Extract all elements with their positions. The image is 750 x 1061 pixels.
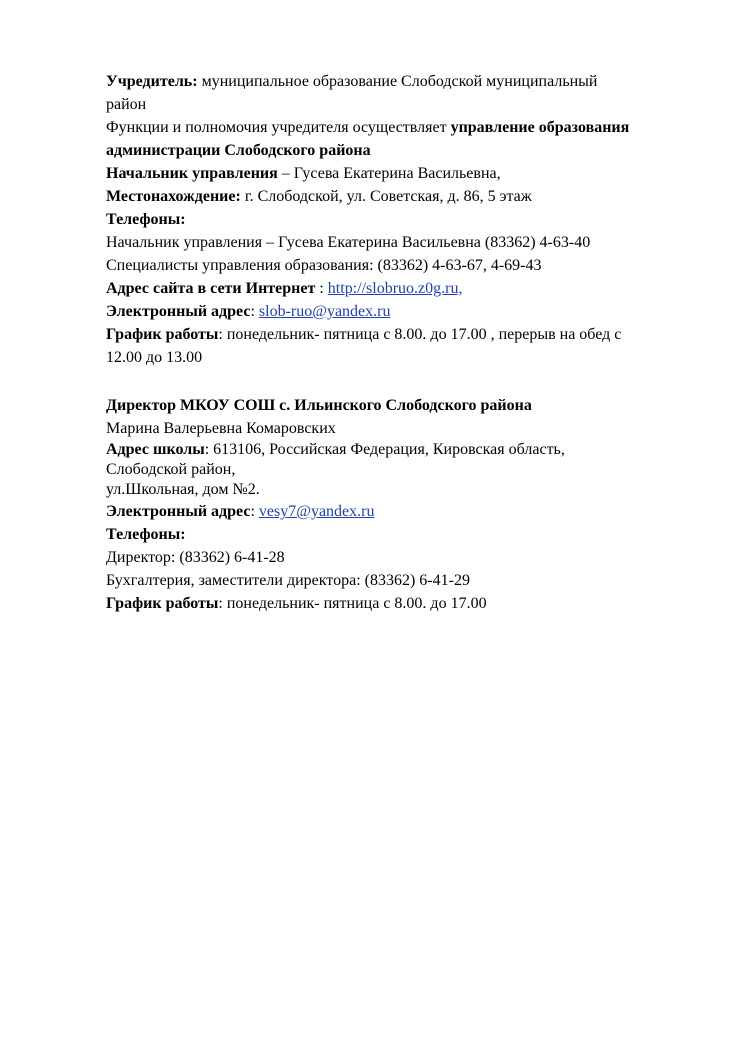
founder-label: Учредитель: — [106, 73, 198, 90]
school-phones-label: Телефоны: — [106, 526, 186, 543]
functions-text: Функции и полномочия учредителя осуществляет — [106, 119, 451, 136]
head-line — [106, 162, 706, 185]
schedule-label: График работы — [106, 326, 219, 343]
schedule-line — [106, 323, 706, 346]
founder-line-continued: район — [106, 96, 147, 113]
head-value: – Гусева Екатерина Васильевна, — [277, 165, 501, 182]
functions-line — [106, 116, 706, 139]
site-link[interactable]: http://slobruo.z0g.ru, — [327, 280, 463, 297]
phone-specialists: Специалисты управления образования: (83362) 4-63-67, 4-69-43 — [106, 257, 542, 274]
director-title: Директор МКОУ СОШ с. Ильинского Слободского района — [106, 397, 532, 414]
school-schedule-value: : понедельник- пятница с 8.00. до 17.00 — [218, 595, 487, 612]
phone-accounting: Бухгалтерия, заместители директора: (83362) 6-41-29 — [106, 572, 470, 589]
school-email-link[interactable]: vesy7@yandex.ru — [258, 503, 375, 520]
address-value: : 613106, Российская Федерация, Кировская область, — [204, 441, 565, 458]
location-value: г. Слободской, ул. Советская, д. 86, 5 этаж — [240, 188, 532, 205]
phone-director: Директор: (83362) 6-41-28 — [106, 549, 285, 566]
address-label: Адрес школы — [106, 441, 205, 458]
email-link[interactable]: slob-ruo@yandex.ru — [258, 303, 391, 320]
founder-line — [106, 70, 706, 93]
school-email-separator: : — [250, 503, 259, 520]
founder-value: муниципальное образование Слободской муниципальный — [197, 73, 598, 90]
schedule-line-continued: 12.00 до 13.00 — [106, 349, 203, 366]
school-email-line — [106, 500, 706, 523]
location-label: Местонахождение: — [106, 188, 241, 205]
school-schedule-line — [106, 592, 706, 615]
email-line — [106, 300, 706, 323]
functions-authority: управление образования — [450, 119, 630, 136]
site-separator: : — [315, 280, 328, 297]
location-line — [106, 185, 706, 208]
site-line — [106, 277, 706, 300]
school-section — [106, 394, 706, 615]
document-page — [106, 70, 706, 615]
functions-authority-continued: администрации Слободского района — [106, 142, 371, 159]
school-schedule-label: График работы — [106, 595, 219, 612]
founder-section — [106, 70, 706, 369]
section-spacer — [106, 369, 706, 394]
email-separator: : — [250, 303, 259, 320]
address-line-3: ул.Школьная, дом №2. — [106, 481, 260, 498]
site-label: Адрес сайта в сети Интернет — [106, 280, 316, 297]
school-email-label: Электронный адрес — [106, 503, 251, 520]
phone-head: Начальник управления – Гусева Екатерина Васильевна (83362) 4-63-40 — [106, 234, 591, 251]
email-label: Электронный адрес — [106, 303, 251, 320]
address-line — [106, 440, 706, 460]
address-line-2: Слободской район, — [106, 461, 236, 478]
schedule-value: : понедельник- пятница с 8.00. до 17.00 , перерыв на обед с — [218, 326, 622, 343]
director-name: Марина Валерьевна Комаровских — [106, 420, 336, 437]
head-label: Начальник управления — [106, 165, 278, 182]
phones-label: Телефоны: — [106, 211, 186, 228]
